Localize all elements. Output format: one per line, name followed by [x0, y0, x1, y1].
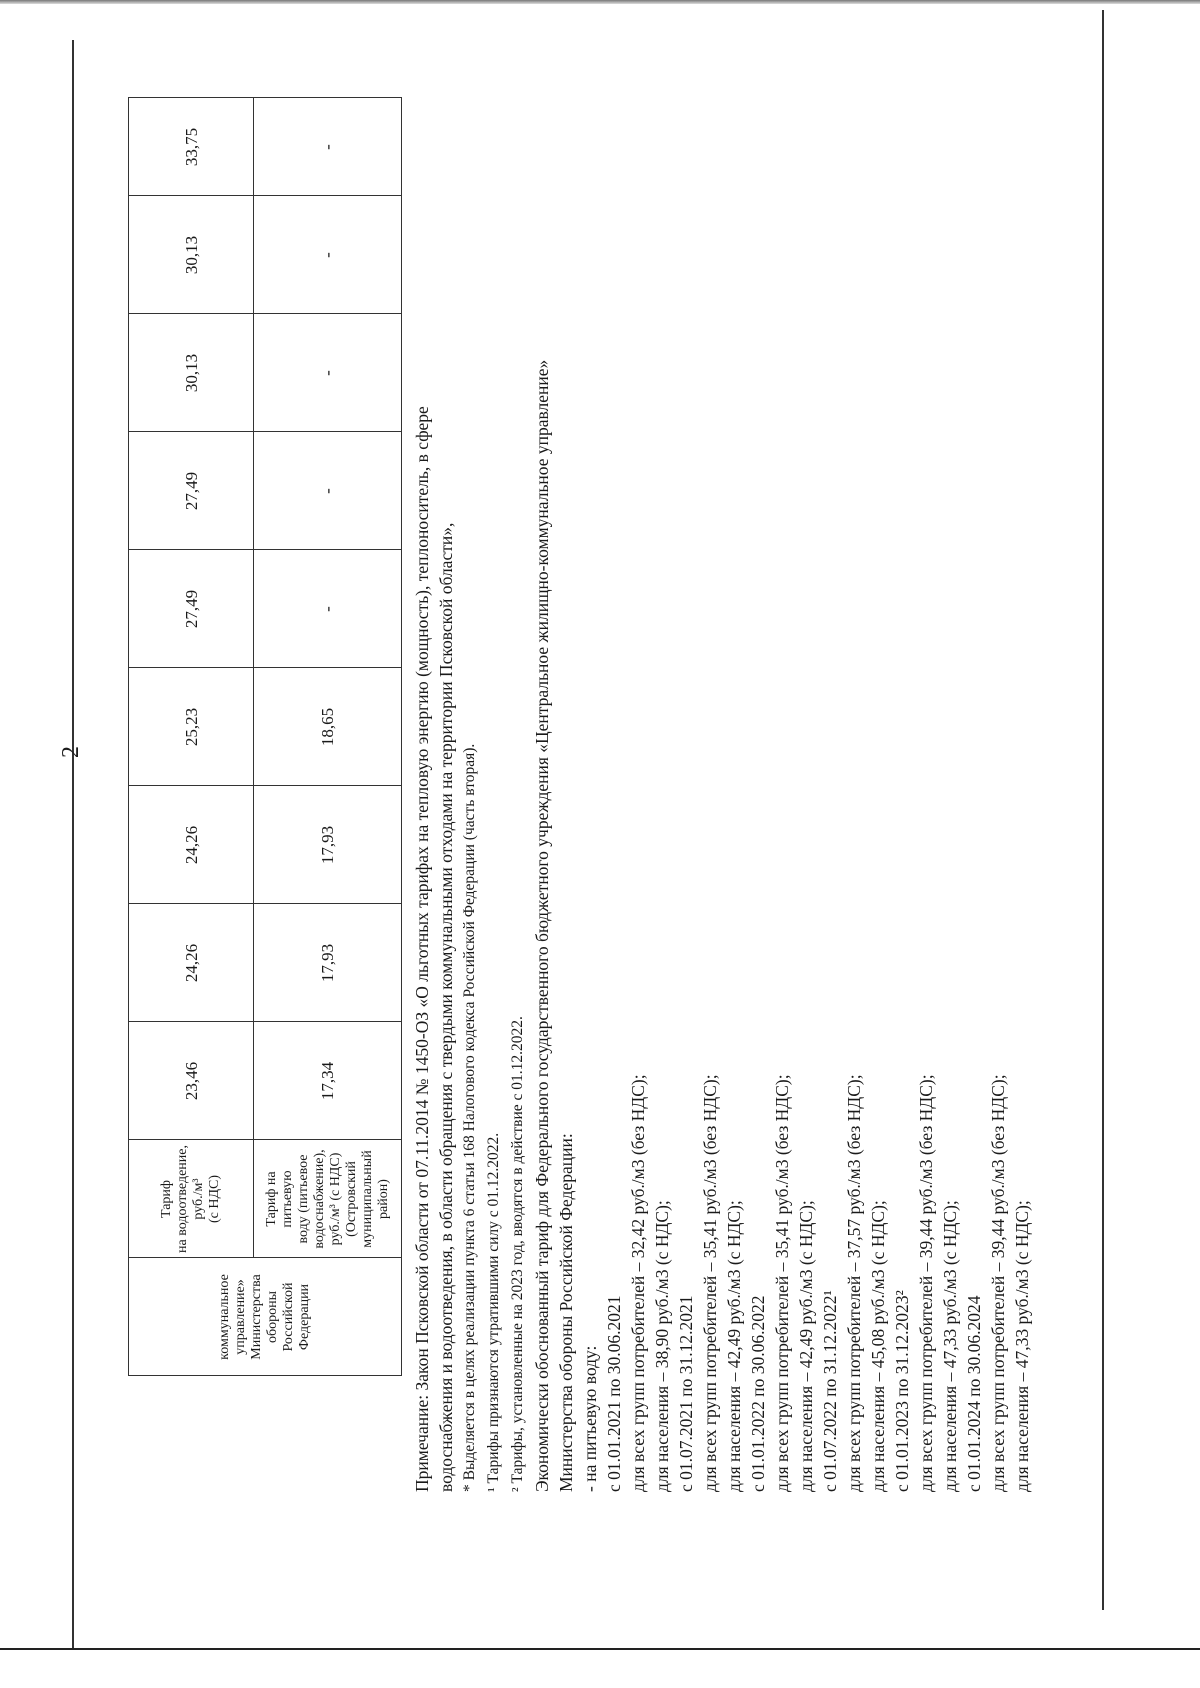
note-line: для всех групп потребителей – 39,44 руб./м3 (без НДС);	[916, 1074, 936, 1492]
label-line: Тариф на питьевую	[263, 1170, 295, 1228]
org-line: коммунальное	[217, 1274, 232, 1360]
note-line: для всех групп потребителей – 39,44 руб./м3 (без НДС);	[988, 1074, 1008, 1492]
note-line: ¹ Тарифы признаются утратившими силу с 01.12.2022.	[485, 1132, 502, 1492]
note-line: с 01.01.2021 по 30.06.2021	[604, 1295, 624, 1492]
label-line: водоснабжение),	[311, 1149, 327, 1249]
note-line: с 01.01.2022 по 30.06.2022	[748, 1295, 768, 1492]
table-cell: 27,49	[129, 432, 254, 550]
label-line: район)	[375, 1179, 391, 1219]
label-line: руб./м³	[191, 1178, 206, 1220]
note-line: Экономически обоснованный тариф для Федерального государственного бюджетного учреждения «Центральное жилищно-коммунальное управление»	[532, 359, 552, 1492]
row-label-cell	[254, 1140, 402, 1258]
label-line: руб./м³ (с НДС)	[327, 1152, 343, 1246]
note-line: для населения – 42,49 руб./м3 (с НДС);	[796, 1200, 816, 1492]
label-line: (Островский	[343, 1161, 359, 1237]
org-line: Федерации	[297, 1283, 312, 1351]
table-cell: -	[254, 196, 402, 314]
table-cell: -	[254, 314, 402, 432]
table-cell: 24,26	[129, 786, 254, 904]
rotated-page	[58, 0, 1118, 1512]
label-line: Тариф	[159, 1180, 174, 1218]
table-cell: -	[254, 98, 402, 196]
note-line: водоснабжения и водоотведения, в области обращения с твердыми коммунальными отходами на территории Псковской области»,	[436, 522, 456, 1492]
note-line: * Выделяется в целях реализации пункта 6 статьи 168 Налогового кодекса Российской Федерации (часть вторая).	[461, 743, 478, 1492]
org-line: Министерства	[249, 1274, 264, 1360]
page-number: 2	[58, 746, 84, 758]
note-line: Министерства обороны Российской Федерации:	[556, 1133, 576, 1492]
note-line: для населения – 42,49 руб./м3 (с НДС);	[724, 1200, 744, 1492]
label-line: муниципальный	[359, 1150, 375, 1248]
row-label-cell	[129, 1140, 254, 1258]
note-line: для населения – 38,90 руб./м3 (с НДС);	[652, 1200, 672, 1492]
table-cell: 17,34	[254, 1022, 402, 1140]
org-line: обороны	[265, 1290, 280, 1344]
note-line: - на питьевую воду:	[580, 1345, 600, 1492]
table-cell: -	[254, 550, 402, 668]
table-cell: 18,65	[254, 668, 402, 786]
label-line: (с НДС)	[207, 1174, 222, 1224]
table-cell: 17,93	[254, 786, 402, 904]
table-cell: 30,13	[129, 314, 254, 432]
note-line: для всех групп потребителей – 35,41 руб./м3 (без НДС);	[772, 1074, 792, 1492]
table-cell: 30,13	[129, 196, 254, 314]
table-cell: 33,75	[129, 98, 254, 196]
org-cell	[129, 1376, 402, 1472]
note-line: для населения – 45,08 руб./м3 (с НДС);	[868, 1200, 888, 1492]
note-line: для населения – 47,33 руб./м3 (с НДС);	[940, 1200, 960, 1492]
note-line: для населения – 47,33 руб./м3 (с НДС);	[1012, 1200, 1032, 1492]
note-line: для всех групп потребителей – 37,57 руб./м3 (без НДС);	[844, 1074, 864, 1492]
table-row	[129, 98, 254, 1472]
note-line: с 01.07.2021 по 31.12.2021	[676, 1295, 696, 1492]
tariff-table	[128, 98, 402, 1473]
org-name-cell	[129, 1258, 402, 1376]
org-line: управление»	[233, 1279, 248, 1355]
note-line: с 01.07.2022 по 31.12.2022¹	[820, 1290, 840, 1492]
table-cell: -	[254, 432, 402, 550]
note-line: с 01.01.2024 по 30.06.2024	[964, 1295, 984, 1492]
label-line: на водоотведение,	[175, 1145, 190, 1253]
scan-edge-bottom	[0, 1648, 1200, 1688]
table-cell: 17,93	[254, 904, 402, 1022]
table-cell: 27,49	[129, 550, 254, 668]
note-line: для всех групп потребителей – 35,41 руб./м3 (без НДС);	[700, 1074, 720, 1492]
table-cell: 24,26	[129, 904, 254, 1022]
note-line: для всех групп потребителей – 32,42 руб./м3 (без НДС);	[628, 1074, 648, 1492]
notes-block	[410, 2, 1034, 1492]
note-line: Примечание: Закон Псковской области от 07.11.2014 № 1450-ОЗ «О льготных тарифах на тепловую энергию (мощность), теплоноситель, в сфере	[412, 406, 432, 1492]
table-cell: 23,46	[129, 1022, 254, 1140]
label-line: воду (питьевое	[295, 1154, 311, 1244]
org-line: Российской	[281, 1282, 296, 1352]
table-cell: 25,23	[129, 668, 254, 786]
note-line: ² Тарифы, установленные на 2023 год, вводятся в действие с 01.12.2022.	[509, 1016, 526, 1492]
note-line: с 01.01.2023 по 31.12.2023²	[892, 1290, 912, 1492]
